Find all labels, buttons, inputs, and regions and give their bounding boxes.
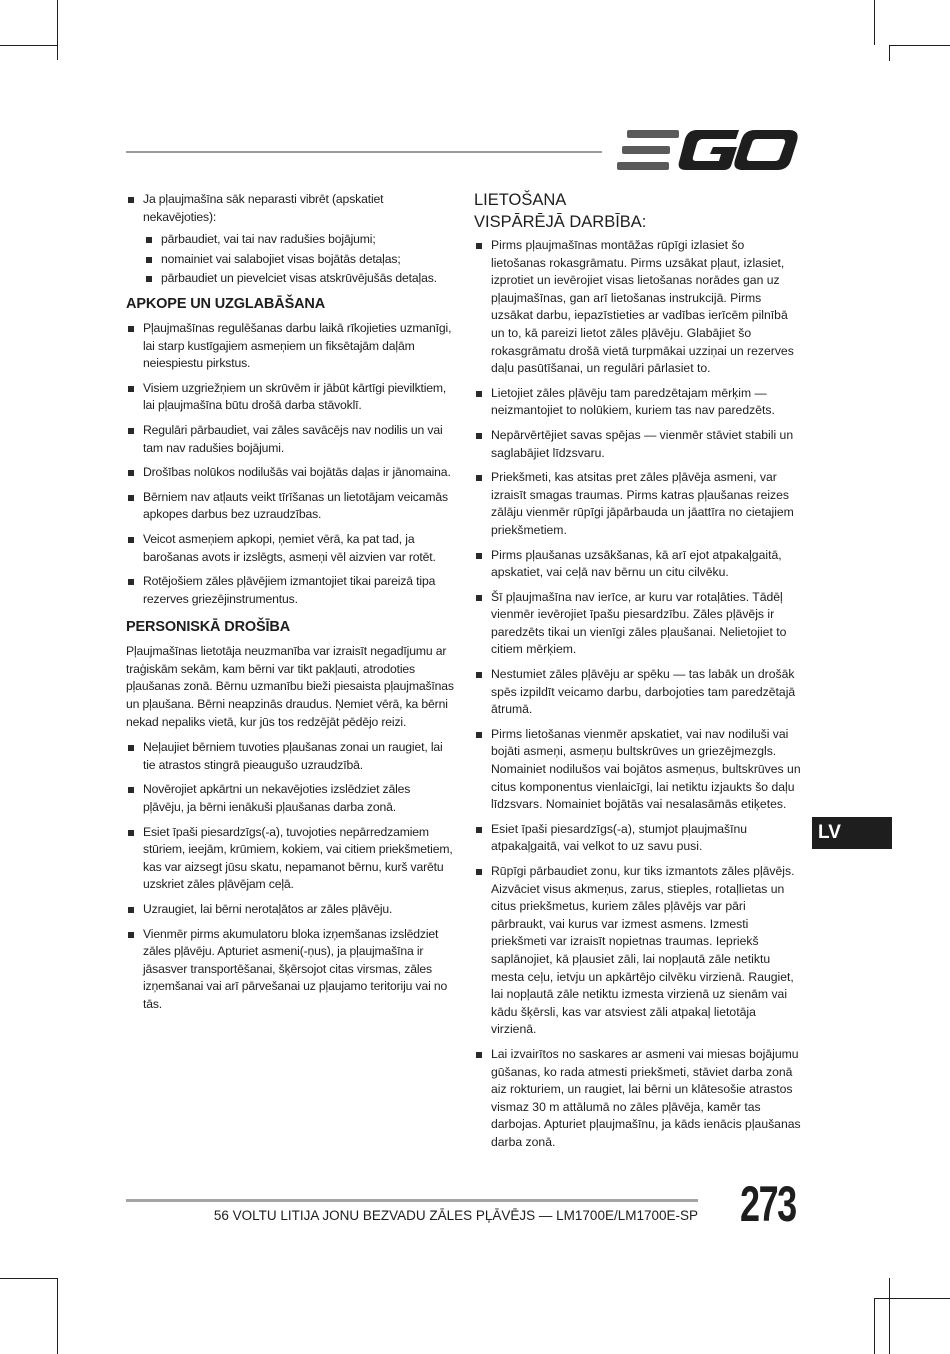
list-item: Lietojiet zāles pļāvēju tam paredzētajam mērķim — neizmantojiet to nolūkiem, kuriem tas nav paredzēts. [474,385,802,420]
left-column [126,191,454,1021]
list-item: Veicot asmeņiem apkopi, ņemiet vērā, ka pat tad, ja barošanas avots ir izslēgts, asmeņi vēl aizvien var rotēt. [126,531,454,566]
maintenance-list [126,320,454,608]
list-item: Rūpīgi pārbaudiet zonu, kur tiks izmantots zāles pļāvējs. Aizvāciet visus akmeņus, zarus, stieples, rotaļlietas un citus priekšmetus, kuriem zāles pļāvējs var pāri pārbraukt, vai kurus var izmest asmens. Izmesti priekšmeti var izraisīt nopietnas traumas. Iepriekš saplānojiet, kā pļausiet zāli, lai nopļautā zāle netiktu mesta ceļu, ietvju un apkārtējo cilvēku virzienā. Raugiet, lai nopļautā zāle netiktu izmesta virzienā uz sienām vai kādu šķērsli, kas var atsviest zāli atpakaļ lietotāja virzienā. [474,863,802,1039]
list-item: Priekšmeti, kas atsitas pret zāles pļāvēja asmeni, var izraisīt smagas traumas. Pirms katras pļaušanas reizes zālāju vienmēr rūpīgi jāpārbauda un jāattīra no cietajiem priekšmetiem. [474,469,802,539]
section-heading-personal-safety: PERSONISKĀ DROŠĪBA [126,619,291,636]
right-column [474,189,802,1159]
personal-safety-list [126,739,454,1013]
list-item: Šī pļaujmašīna nav ierīce, ar kuru var rotaļāties. Tādēļ vienmēr ievērojiet īpašu piesardzību. Zāles pļāvējs ir paredzēts tikai un vienīgi zāles pļaušanai. Nelietojiet to citiem mērķiem. [474,589,802,659]
sub-list-item: pārbaudiet, vai tai nav radušies bojājumi; [143,231,454,249]
list-item: Neļaujiet bērniem tuvoties pļaušanas zonai un raugiet, lai tie atrastos stingrā pieaugušo uzraudzībā. [126,739,454,774]
section-heading-usage: LIETOŠANA [474,191,567,209]
list-item [126,191,454,288]
list-item-text: Ja pļaujmašīna sāk neparasti vibrēt (apskatiet nekavējoties): [143,192,384,224]
crop-mark [889,1278,890,1354]
list-item: Esiet īpaši piesardzīgs(-a), tuvojoties nepārredzamiem stūriem, ieejām, krūmiem, kokiem, vai citiem priekšmetiem, kas var aizsegt jūsu skatu, nepamanot bērnu, kurš varētu uzskriet zāles pļāvējam ceļā. [126,824,454,894]
section-heading-general-operation: VISPĀRĒJĀ DARBĪBA: [474,213,647,231]
ego-logo [617,127,799,173]
list-item: Vienmēr pirms akumulatoru bloka izņemšanas izslēdziet zāles pļāvēju. Apturiet asmeni(-ņus), ja pļaujmašīna ir jāsasver transportēšanai, šķērsojot citas virsmas, zāles izņemšanai vai arī pārvešanai uz pļaujamo teritoriju vai no tās. [126,926,454,1014]
list-item: Novērojiet apkārtni un nekavējoties izslēdziet zāles pļāvēju, ja bērni ienākuši pļaušanas darba zonā. [126,781,454,816]
vibration-list [126,191,454,288]
crop-mark [57,0,58,60]
list-item: Pļaujmašīnas regulēšanas darbu laikā rīkojieties uzmanīgi, lai starp kustīgajiem asmeņiem un fiksētajām daļām neiespiestu pirkstus. [126,320,454,373]
list-item: Visiem uzgriežņiem un skrūvēm ir jābūt kārtīgi pievilktiem, lai pļaujmašīna būtu drošā darba stāvoklī. [126,380,454,415]
list-item: Pirms lietošanas vienmēr apskatiet, vai nav nodiluši vai bojāti asmeņi, asmeņu bultskrūves un griezējmezgls. Nomainiet nodilušos vai bojātos asmeņus, bultskrūves un citus komponentus vienlaicīgi, lai netiktu izjaukts šo daļu līdzsvars. Nomainiet bojātās vai nesalasāmās etiķetes. [474,726,802,814]
list-item: Rotējošiem zāles pļāvējiem izmantojiet tikai pareizā tipa rezerves griezējinstrumentus. [126,573,454,608]
list-item: Nestumiet zāles pļāvēju ar spēku — tas labāk un drošāk spēs izpildīt veicamo darbu, darbojoties tam paredzētajā ātrumā. [474,666,802,719]
language-tab: LV [812,817,892,849]
crop-mark [874,0,875,45]
footer-product-line: 56 VOLTU LITIJA JONU BEZVADU ZĀLES PĻĀVĒJS — LM1700E/LM1700E-SP [213,1208,698,1223]
list-item: Regulāri pārbaudiet, vai zāles savācējs nav nodilis un vai tam nav radušies bojājumi. [126,422,454,457]
list-item: Pirms pļaušanas uzsākšanas, kā arī ejot atpakaļgaitā, apskatiet, vai ceļā nav bērnu un citu cilvēku. [474,547,802,582]
general-operation-list [474,237,802,1152]
crop-mark [57,1278,58,1354]
list-item: Pirms pļaujmašīnas montāžas rūpīgi izlasiet šo lietošanas rokasgrāmatu. Pirms uzsākat pļaut, izlasiet, izprotiet un ievērojiet visas lietošanas norādes gan uz pļaujmašīnas, gan arī lietošanas instrukcijā. Pirms uzsākat darbu, iepazīstieties ar vadības ierīcēm pilnībā un to, kā pareizi lietot zāles pļāvēju. Glabājiet šo rokasgrāmatu drošā vietā turpmākai uzziņai un rezerves daļu pasūtīšanai, un regulāri pārlasiet to. [474,237,802,378]
crop-mark [889,45,950,46]
page-number: 273 [740,1176,796,1232]
crop-mark [0,1278,57,1279]
list-item: Bērniem nav atļauts veikt tīrīšanas un lietotājam veicamās apkopes darbus bez uzraudzības. [126,489,454,524]
sub-list [143,231,454,288]
footer-rule [126,1199,698,1202]
list-item: Esiet īpaši piesardzīgs(-a), stumjot pļaujmašīnu atpakaļgaitā, vai velkot to uz savu pusi. [474,821,802,856]
section-heading-maintenance: APKOPE UN UZGLABĀŠANA [126,295,326,312]
crop-mark [874,1298,950,1299]
crop-mark [874,1298,875,1354]
header-rule [126,151,602,153]
personal-safety-paragraph: Pļaujmašīnas lietotāja neuzmanība var izraisīt negadījumu ar traģiskām sekām, kam bērni var tikt pakļauti, atrodoties pļaušanas zonā. Bērnu uzmanību bieži piesaista pļaujmašīnas un pļaušana. Bērni neapzinās draudus. Ņemiet vērā, ka bērni nekad nepaliks vietā, kur jūs tos redzējāt pēdējo reizi. [126,644,454,729]
crop-mark [889,45,890,61]
crop-mark [0,45,57,46]
list-item: Uzraugiet, lai bērni nerotaļātos ar zāles pļāvēju. [126,901,454,919]
list-item: Lai izvairītos no saskares ar asmeni vai miesas bojājumu gūšanas, ko rada atmesti priekšmeti, stāviet darba zonā aiz rokturiem, un raugiet, lai bērni un klātesošie atrastos vismaz 30 m attālumā no zāles pļāvēja, kamēr tas darbojas. Apturiet pļaujmašīnu, ja kāds ienācis pļaušanas darba zonā. [474,1046,802,1152]
sub-list-item: nomainiet vai salabojiet visas bojātās detaļas; [143,251,454,269]
sub-list-item: pārbaudiet un pievelciet visas atskrūvējušās detaļas. [143,270,454,288]
list-item: Nepārvērtējiet savas spējas — vienmēr stāviet stabili un saglabājiet līdzsvaru. [474,427,802,462]
list-item: Drošības nolūkos nodilušās vai bojātās daļas ir jānomaina. [126,464,454,482]
